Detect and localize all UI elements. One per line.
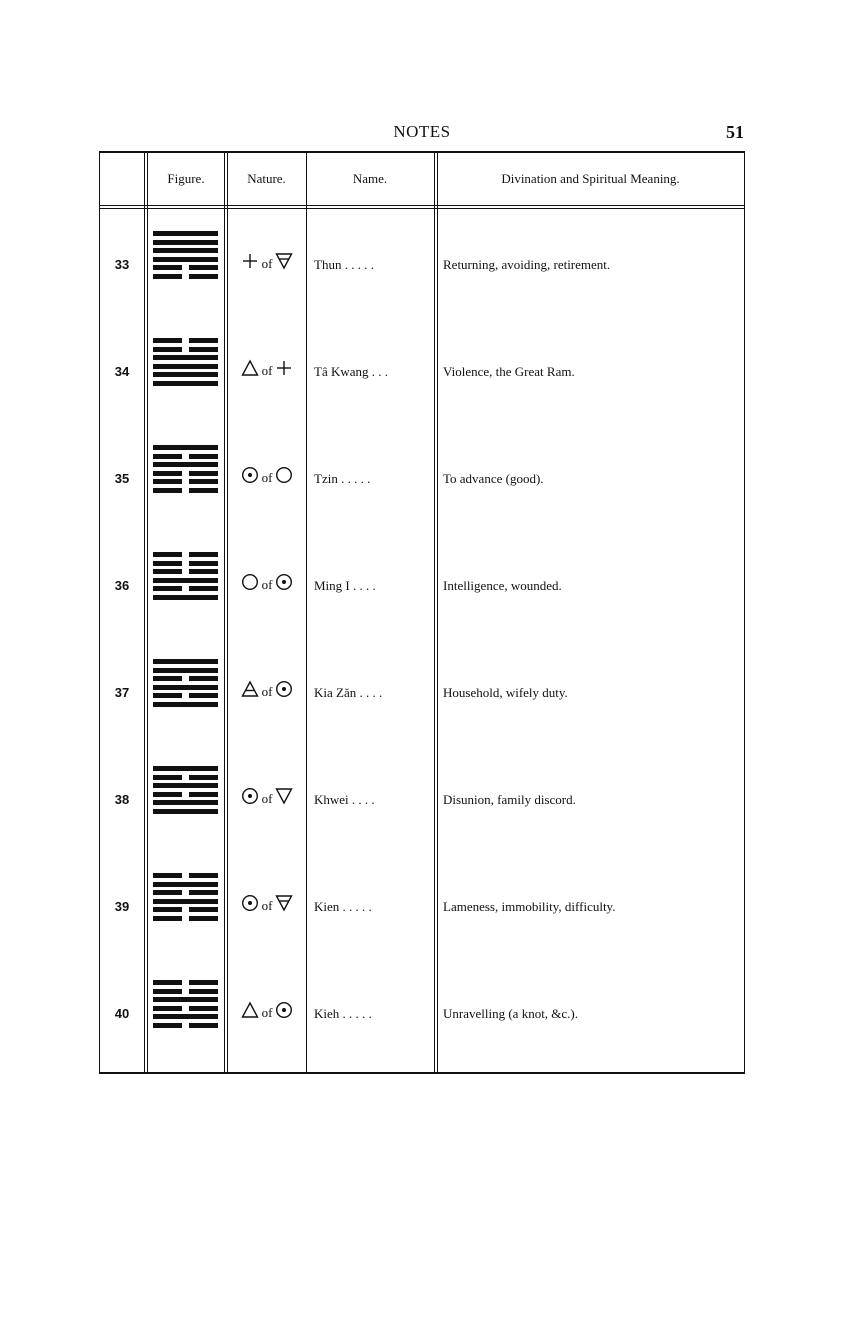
line-segment (153, 479, 182, 484)
broken-line (153, 907, 218, 912)
solid-line (153, 355, 218, 360)
of-label: of (261, 684, 273, 700)
solid-line (153, 766, 218, 771)
solid-line (153, 1014, 218, 1019)
line-segment (189, 693, 218, 698)
line-segment (153, 552, 182, 557)
line-segment (153, 783, 218, 788)
line-segment (153, 462, 218, 467)
line-segment (189, 347, 218, 352)
hexagram-figure (153, 659, 218, 711)
line-segment (189, 479, 218, 484)
line-segment (189, 873, 218, 878)
air-symbol-icon (241, 680, 259, 698)
hexagram-number: 39 (114, 899, 130, 914)
line-segment (153, 873, 182, 878)
line-segment (153, 685, 218, 690)
line-segment (153, 882, 218, 887)
of-label: of (261, 1005, 273, 1021)
solid-line (153, 595, 218, 600)
solid-line (153, 364, 218, 369)
column-header-meaning: Divination and Spiritual Meaning. (501, 171, 680, 186)
line-segment (153, 989, 182, 994)
line-segment (153, 445, 218, 450)
page-header (0, 122, 844, 146)
line-segment (189, 471, 218, 476)
hexagram-figure (153, 445, 218, 497)
line-segment (153, 693, 182, 698)
line-segment (189, 676, 218, 681)
line-segment (153, 890, 182, 895)
broken-line (153, 916, 218, 921)
hexagram-name: Kieh . . . . . (314, 1006, 372, 1021)
line-segment (153, 595, 218, 600)
solid-line (153, 668, 218, 673)
fire-symbol-icon (241, 359, 259, 377)
sun-symbol-icon (241, 894, 259, 912)
line-segment (189, 552, 218, 557)
line-segment (153, 569, 182, 574)
broken-line (153, 693, 218, 698)
broken-line (153, 561, 218, 566)
line-segment (153, 364, 218, 369)
header-rule (100, 208, 744, 209)
solid-line (153, 882, 218, 887)
broken-line (153, 338, 218, 343)
nature-cell (231, 252, 303, 274)
hexagram-figure (153, 873, 218, 925)
of-label: of (261, 898, 273, 914)
line-segment (153, 578, 218, 583)
hexagram-figure (153, 552, 218, 604)
hexagram-figure (153, 980, 218, 1032)
hexagram-number: 37 (114, 685, 130, 700)
line-segment (153, 659, 218, 664)
hexagram-meaning: Returning, avoiding, retirement. (443, 257, 611, 272)
hexagram-meaning: Unravelling (a knot, &c.). (443, 1006, 579, 1021)
line-segment (153, 775, 182, 780)
table-row (100, 532, 744, 639)
sun-symbol-icon (275, 680, 293, 698)
hexagram-name: Kien . . . . . (314, 899, 372, 914)
hexagram-meaning: Disunion, family discord. (443, 792, 576, 807)
line-segment (153, 809, 218, 814)
hexagram-number: 40 (114, 1006, 130, 1021)
nature-cell (231, 894, 303, 916)
earth-symbol-icon (275, 359, 293, 377)
table-row (100, 425, 744, 532)
line-segment (153, 372, 218, 377)
line-segment (153, 274, 182, 279)
line-segment (153, 1023, 182, 1028)
table-row (100, 746, 744, 853)
broken-line (153, 274, 218, 279)
line-segment (153, 676, 182, 681)
hexagram-name: Tzin . . . . . (314, 471, 371, 486)
solid-line (153, 381, 218, 386)
line-segment (153, 907, 182, 912)
broken-line (153, 586, 218, 591)
hexagram-name: Khwei . . . . (314, 792, 375, 807)
line-segment (189, 274, 218, 279)
broken-line (153, 347, 218, 352)
line-segment (189, 989, 218, 994)
broken-line (153, 569, 218, 574)
column-header-name: Name. (352, 171, 388, 186)
hexagram-meaning: Household, wifely duty. (443, 685, 568, 700)
broken-line (153, 980, 218, 985)
line-segment (189, 775, 218, 780)
broken-line (153, 479, 218, 484)
line-segment (153, 702, 218, 707)
line-segment (153, 899, 218, 904)
line-segment (153, 916, 182, 921)
line-segment (153, 231, 218, 236)
line-segment (153, 766, 218, 771)
solid-line (153, 372, 218, 377)
line-segment (153, 265, 182, 270)
solid-line (153, 800, 218, 805)
broken-line (153, 1006, 218, 1011)
table-row (100, 853, 744, 960)
line-segment (153, 488, 182, 493)
broken-line (153, 265, 218, 270)
solid-line (153, 257, 218, 262)
broken-line (153, 873, 218, 878)
line-segment (189, 1023, 218, 1028)
hexagram-number: 34 (114, 364, 130, 379)
page-number: 51 (726, 122, 744, 142)
hexagram-number: 35 (114, 471, 130, 486)
broken-line (153, 1023, 218, 1028)
hexagram-table (99, 151, 745, 1074)
solid-line (153, 899, 218, 904)
line-segment (189, 569, 218, 574)
solid-line (153, 685, 218, 690)
of-label: of (261, 791, 273, 807)
line-segment (189, 1006, 218, 1011)
water-symbol-icon (275, 787, 293, 805)
hexagram-figure (153, 338, 218, 390)
sun-symbol-icon (275, 573, 293, 591)
line-segment (153, 248, 218, 253)
solid-line (153, 578, 218, 583)
broken-line (153, 471, 218, 476)
hexagram-name: Tâ Kwang . . . (314, 364, 389, 379)
water-ruled-symbol-icon (275, 252, 293, 270)
hexagram-number: 38 (114, 792, 130, 807)
hexagram-figure (153, 766, 218, 818)
line-segment (153, 240, 218, 245)
of-label: of (261, 577, 273, 593)
nature-cell (231, 466, 303, 488)
table-row (100, 318, 744, 425)
nature-cell (231, 359, 303, 381)
line-segment (189, 586, 218, 591)
hexagram-meaning: Violence, the Great Ram. (443, 364, 575, 379)
line-segment (189, 265, 218, 270)
solid-line (153, 445, 218, 450)
line-segment (153, 980, 182, 985)
sun-symbol-icon (275, 1001, 293, 1019)
broken-line (153, 775, 218, 780)
solid-line (153, 240, 218, 245)
broken-line (153, 989, 218, 994)
of-label: of (261, 470, 273, 486)
hexagram-meaning: To advance (good). (443, 471, 544, 486)
line-segment (153, 1014, 218, 1019)
hexagram-figure (153, 231, 218, 283)
earth-symbol-icon (241, 252, 259, 270)
sun-symbol-icon (241, 466, 259, 484)
page-title: NOTES (393, 122, 451, 141)
line-segment (153, 792, 182, 797)
line-segment (189, 488, 218, 493)
solid-line (153, 809, 218, 814)
line-segment (153, 1006, 182, 1011)
line-segment (153, 586, 182, 591)
line-segment (153, 561, 182, 566)
sun-symbol-icon (241, 787, 259, 805)
line-segment (153, 355, 218, 360)
broken-line (153, 890, 218, 895)
hexagram-meaning: Lameness, immobility, difficulty. (443, 899, 616, 914)
of-label: of (261, 363, 273, 379)
line-segment (189, 980, 218, 985)
circle-symbol-icon (241, 573, 259, 591)
line-segment (153, 668, 218, 673)
solid-line (153, 702, 218, 707)
circle-symbol-icon (275, 466, 293, 484)
hexagram-name: Thun . . . . . (314, 257, 374, 272)
line-segment (153, 381, 218, 386)
line-segment (153, 338, 182, 343)
hexagram-meaning: Intelligence, wounded. (443, 578, 562, 593)
nature-cell (231, 680, 303, 702)
line-segment (189, 338, 218, 343)
line-segment (189, 916, 218, 921)
solid-line (153, 231, 218, 236)
line-segment (189, 561, 218, 566)
table-row (100, 960, 744, 1067)
broken-line (153, 488, 218, 493)
line-segment (153, 257, 218, 262)
table-row (100, 639, 744, 746)
solid-line (153, 659, 218, 664)
water-ruled-symbol-icon (275, 894, 293, 912)
solid-line (153, 997, 218, 1002)
line-segment (153, 347, 182, 352)
of-label: of (261, 256, 273, 272)
line-segment (153, 800, 218, 805)
fire-symbol-icon (241, 1001, 259, 1019)
line-segment (189, 907, 218, 912)
column-header-nature: Nature. (247, 171, 286, 186)
line-segment (153, 471, 182, 476)
broken-line (153, 552, 218, 557)
broken-line (153, 676, 218, 681)
column-header-figure: Figure. (167, 171, 205, 186)
solid-line (153, 248, 218, 253)
hexagram-name: Kia Zăn . . . . (314, 685, 383, 700)
nature-cell (231, 787, 303, 809)
nature-cell (231, 573, 303, 595)
broken-line (153, 792, 218, 797)
line-segment (189, 890, 218, 895)
line-segment (153, 997, 218, 1002)
table-row (100, 211, 744, 318)
line-segment (153, 454, 182, 459)
line-segment (189, 792, 218, 797)
header-rule (100, 205, 744, 206)
line-segment (189, 454, 218, 459)
broken-line (153, 454, 218, 459)
hexagram-name: Ming I . . . . (314, 578, 376, 593)
solid-line (153, 783, 218, 788)
hexagram-number: 36 (114, 578, 130, 593)
solid-line (153, 462, 218, 467)
nature-cell (231, 1001, 303, 1023)
hexagram-number: 33 (114, 257, 130, 272)
